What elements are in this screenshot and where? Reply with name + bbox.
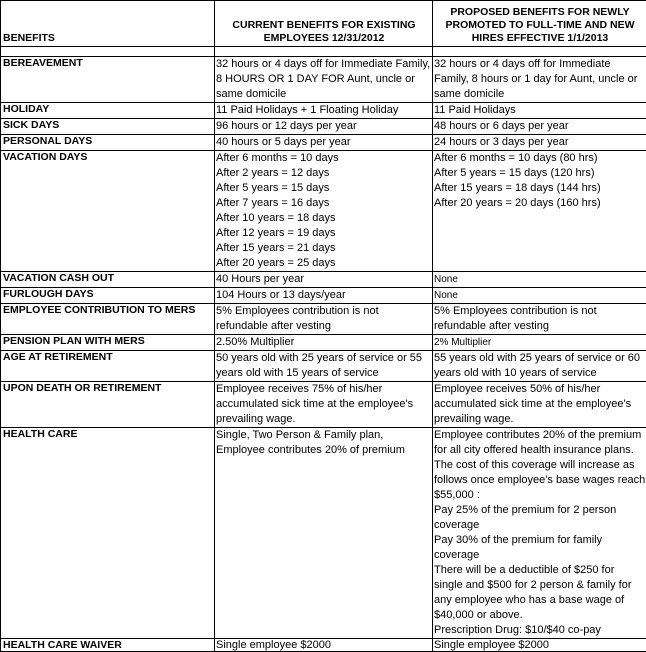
proposed-value: None [433,272,646,288]
proposed-value: Employee receives 50% of his/her accumulated sick time at the employee's prevailing wage. [433,382,646,428]
table-row [1,119,646,135]
row-label: UPON DEATH OR RETIREMENT [1,382,215,428]
proposed-value: After 6 months = 10 days (80 hrs) After 5 years = 15 days (120 hrs) After 15 years = 18 days (144 hrs) After 20 years = 20 days (160 hrs) [433,151,646,272]
table-row [1,288,646,304]
table-row [1,335,646,351]
row-label: AGE AT RETIREMENT [1,351,215,382]
table-row [1,304,646,335]
proposed-value: 32 hours or 4 days off for Immediate Family, 8 hours or 1 day for Aunt, uncle or same domicile [433,57,646,103]
table-row [1,428,646,639]
header-current-benefits: CURRENT BENEFITS FOR EXISTING EMPLOYEES 12/31/2012 [215,1,433,47]
proposed-value: None [433,288,646,304]
table-row [1,103,646,119]
table-row [1,151,646,272]
proposed-value: 55 years old with 25 years of service or 60 years old with 10 years of service [433,351,646,382]
spacer-row [1,47,646,57]
table-row [1,57,646,103]
row-label: BEREAVEMENT [1,57,215,103]
current-value: 32 hours or 4 days off for Immediate Family, 8 HOURS OR 1 DAY FOR Aunt, uncle or same domicile [215,57,433,103]
row-label: HOLIDAY [1,103,215,119]
proposed-value: 5% Employees contribution is not refundable after vesting [433,304,646,335]
proposed-value: 48 hours or 6 days per year [433,119,646,135]
current-value: 96 hours or 12 days per year [215,119,433,135]
proposed-value: 2% Multiplier [433,335,646,351]
current-value: 5% Employees contribution is not refundable after vesting [215,304,433,335]
current-value: 40 Hours per year [215,272,433,288]
proposed-value: 24 hours or 3 days per year [433,135,646,151]
current-value: 11 Paid Holidays + 1 Floating Holiday [215,103,433,119]
table-row [1,639,646,652]
proposed-value: Employee contributes 20% of the premium for all city offered health insurance plans. The cost of this coverage will increase as follows once employee's base wages reach $55,000 : Pay 25% of the premium for 2 person coverage Pay 30% of the premium for family coverage There will be a deductible of $250 for single and $500 for 2 person & family for any employee who has a base wage of $40,000 or above. Prescription Drug: $10/$40 co-pay [433,428,646,639]
row-label: SICK DAYS [1,119,215,135]
proposed-value: 11 Paid Holidays [433,103,646,119]
current-value: 104 Hours or 13 days/year [215,288,433,304]
row-label: FURLOUGH DAYS [1,288,215,304]
table-header-row [1,1,646,47]
table-row [1,135,646,151]
header-proposed-benefits: PROPOSED BENEFITS FOR NEWLY PROMOTED TO FULL-TIME AND NEW HIRES EFFECTIVE 1/1/2013 [433,1,646,47]
row-label: EMPLOYEE CONTRIBUTION TO MERS [1,304,215,335]
current-value: Employee receives 75% of his/her accumulated sick time at the employee's prevailing wage. [215,382,433,428]
proposed-value: Single employee $2000 [433,639,646,652]
table-row [1,351,646,382]
current-value: Single, Two Person & Family plan, Employee contributes 20% of premium [215,428,433,639]
current-value: After 6 months = 10 days After 2 years = 12 days After 5 years = 15 days After 7 years = 16 days After 10 years = 18 days After 12 years = 19 days After 15 years = 21 days After 20 years = 25 days [215,151,433,272]
current-value: 2.50% Multiplier [215,335,433,351]
table-row [1,272,646,288]
row-label: VACATION CASH OUT [1,272,215,288]
current-value: 50 years old with 25 years of service or 55 years old with 15 years of service [215,351,433,382]
current-value: Single employee $2000 [215,639,433,652]
current-value: 40 hours or 5 days per year [215,135,433,151]
row-label: VACATION DAYS [1,151,215,272]
row-label: HEALTH CARE [1,428,215,639]
row-label: PERSONAL DAYS [1,135,215,151]
table-row [1,382,646,428]
row-label: HEALTH CARE WAIVER [1,639,215,652]
header-benefits: BENEFITS [1,1,215,47]
row-label: PENSION PLAN WITH MERS [1,335,215,351]
